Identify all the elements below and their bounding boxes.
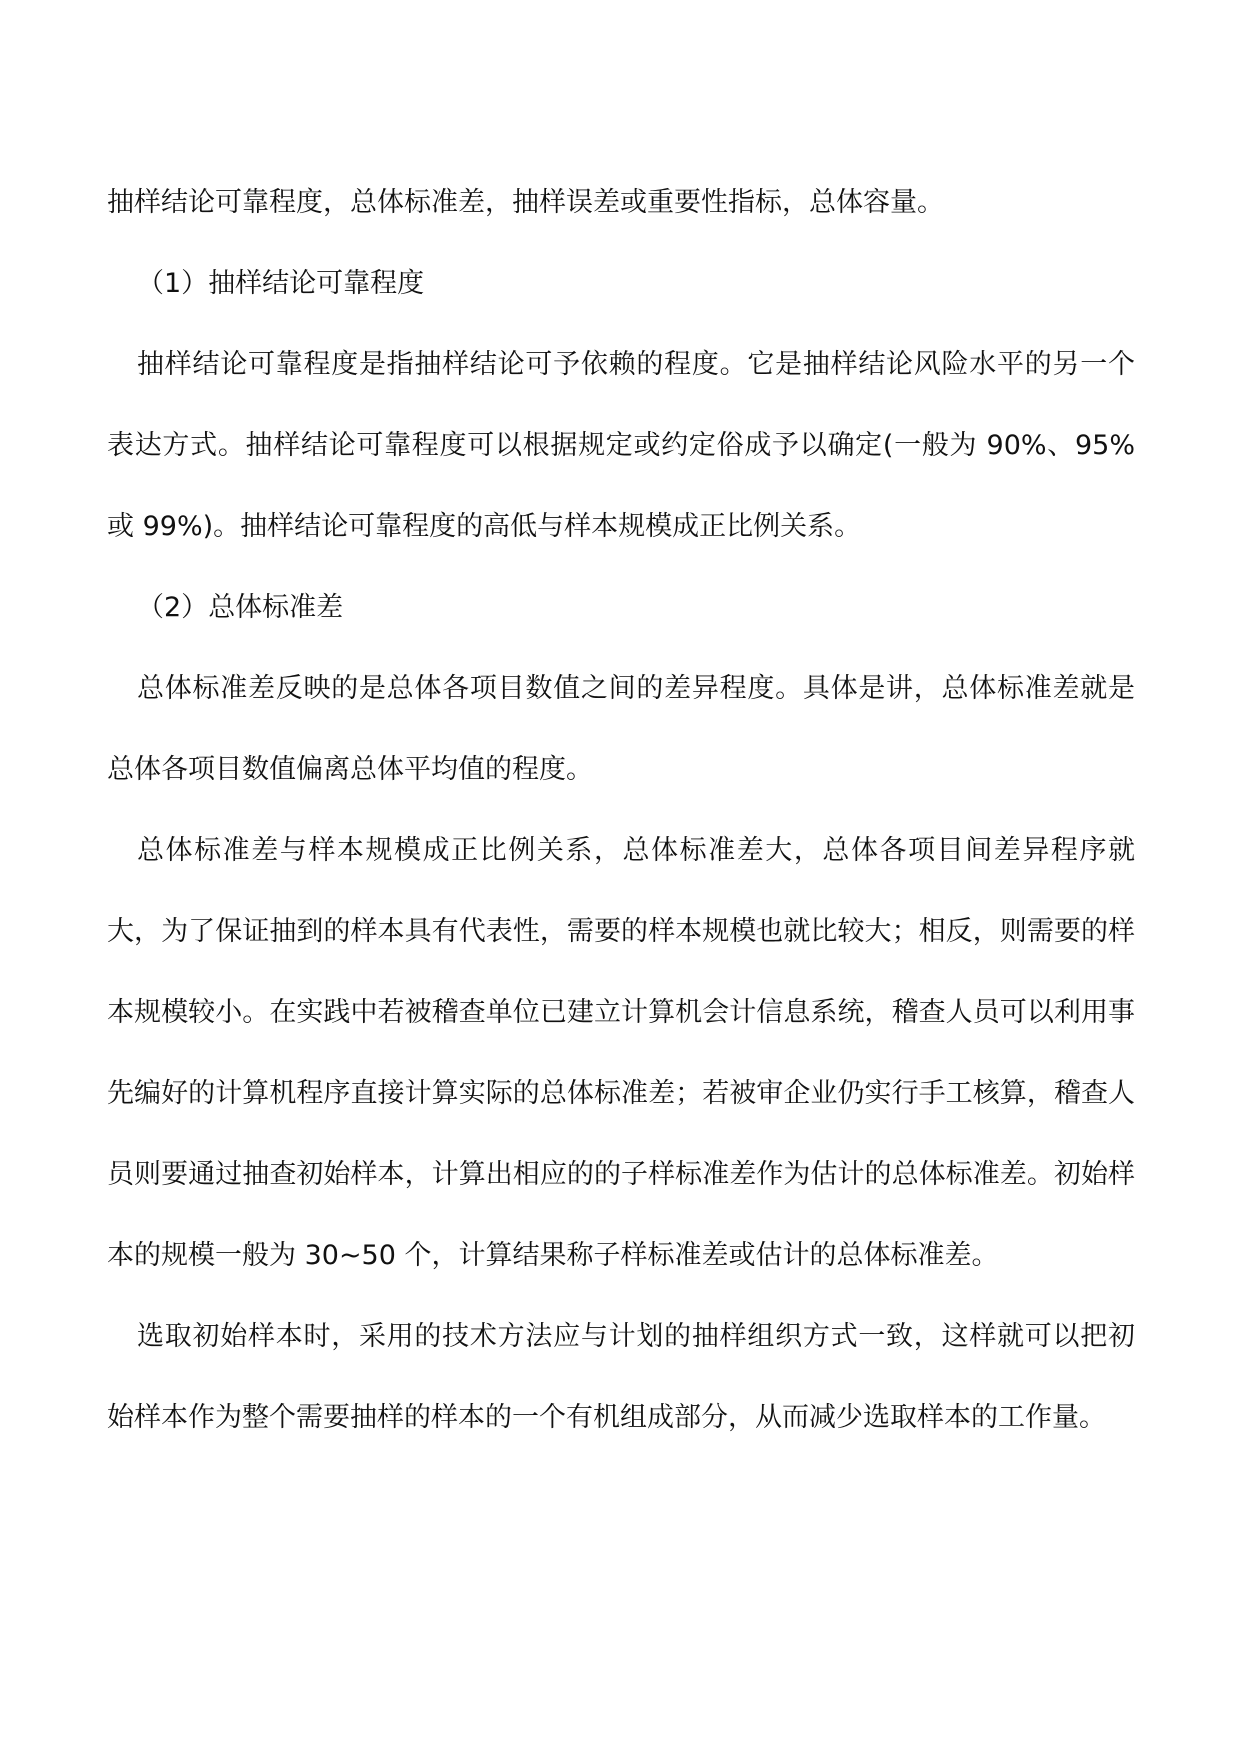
section-heading-1: [107, 243, 1135, 324]
section-title-2: 总体标准差: [208, 592, 344, 623]
section-2-paragraph-1: 总体标准差反映的是总体各项目数值之间的差异程度。具体是讲，总体标准差就是总体各项目数值偏离总体平均值的程度。: [107, 673, 1135, 785]
document-body: [107, 162, 1135, 1458]
section-title-1: 抽样结论可靠程度: [208, 268, 425, 299]
section-heading-2: [107, 567, 1135, 648]
section-2-paragraph-2: 总体标准差与样本规模成正比例关系，总体标准差大，总体各项目间差异程序就大，为了保证抽到的样本具有代表性，需要的样本规模也就比较大；相反，则需要的样本规模较小。在实践中若被稽查单位已建立计算机会计信息系统，稽查人员可以利用事先编好的计算机程序直接计算实际的总体标准差；若被审企业仍实行手工核算，稽查人员则要通过抽查初始样本，计算出相应的的子样标准差作为估计的总体标准差。初始样本的规模一般为 30~50 个，计算结果称子样标准差或估计的总体标准差。: [107, 835, 1135, 1271]
section-number-2: （2）: [137, 592, 209, 623]
section-number-1: （1）: [137, 268, 209, 299]
intro-paragraph: 抽样结论可靠程度，总体标准差，抽样误差或重要性指标，总体容量。: [107, 187, 944, 218]
section-2-paragraph-3: 选取初始样本时，采用的技术方法应与计划的抽样组织方式一致，这样就可以把初始样本作为整个需要抽样的样本的一个有机组成部分，从而减少选取样本的工作量。: [107, 1321, 1135, 1433]
section-1-paragraph-1: 抽样结论可靠程度是指抽样结论可予依赖的程度。它是抽样结论风险水平的另一个表达方式。抽样结论可靠程度可以根据规定或约定俗成予以确定(一般为 90%、95%或 99%)。抽样结论可靠程度的高低与样本规模成正比例关系。: [107, 349, 1135, 542]
